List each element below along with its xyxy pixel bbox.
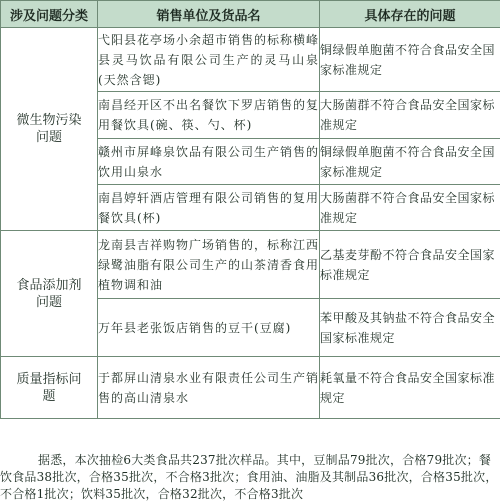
unit-cell: 南昌婷轩酒店管理有限公司销售的复用餐饮具(杯) [98,185,320,231]
body-paragraph: 据悉，本次抽检6大类食品共237批次样品。其中，豆制品79批次，合格79批次；餐饮食品38批次，合格35批次，不合格3批次；食用油、油脂及其制品36批次，合格35批次，不合格1批次；饮料35批次，合格32批次，不合格3批次 [0,452,500,503]
table-header-row [1,1,500,28]
unit-cell: 弋阳县花亭场小余超市销售的标称横峰县灵马饮品有限公司生产的灵马山泉(天然含锶) [98,28,320,92]
category-label: 食品添加剂问题 [14,277,84,311]
category-cell-additive [1,231,98,357]
issue-cell: 大肠菌群不符合食品安全国家标准规定 [320,92,500,139]
header-issue: 具体存在的问题 [320,1,500,28]
unit-cell: 龙南县吉祥购物广场销售的，标称江西绿鹭油脂有限公司生产的山茶清香食用植物调和油 [98,231,320,299]
category-label: 微生物污染问题 [14,112,84,146]
unit-cell: 南昌经开区不出名餐饮下罗店销售的复用餐饮具(碗、筷、勺、杯) [98,92,320,139]
header-category: 涉及问题分类 [1,1,98,28]
unit-cell: 赣州市屏峰泉饮品有限公司生产销售的饮用山泉水 [98,139,320,185]
table-row [1,357,500,419]
category-cell-quality [1,357,98,419]
category-label: 质量指标问题 [14,371,84,405]
category-cell-microbial [1,28,98,231]
issue-cell: 铜绿假单胞菌不符合食品安全国家标准规定 [320,139,500,185]
table-row [1,28,500,92]
issue-cell: 乙基麦芽酚不符合食品安全国家标准规定 [320,231,500,299]
unit-cell: 万年县老张饭店销售的豆干(豆腐) [98,299,320,357]
issue-cell: 铜绿假单胞菌不符合食品安全国家标准规定 [320,28,500,92]
issue-cell: 大肠菌群不符合食品安全国家标准规定 [320,185,500,231]
unit-cell: 于都屏山清泉水业有限责任公司生产销售的高山清泉水 [98,357,320,419]
issue-cell: 耗氧量不符合食品安全国家标准规定 [320,357,500,419]
table-row [1,231,500,299]
header-unit: 销售单位及货品名 [98,1,320,28]
issue-cell: 苯甲酸及其钠盐不符合食品安全国家标准规定 [320,299,500,357]
